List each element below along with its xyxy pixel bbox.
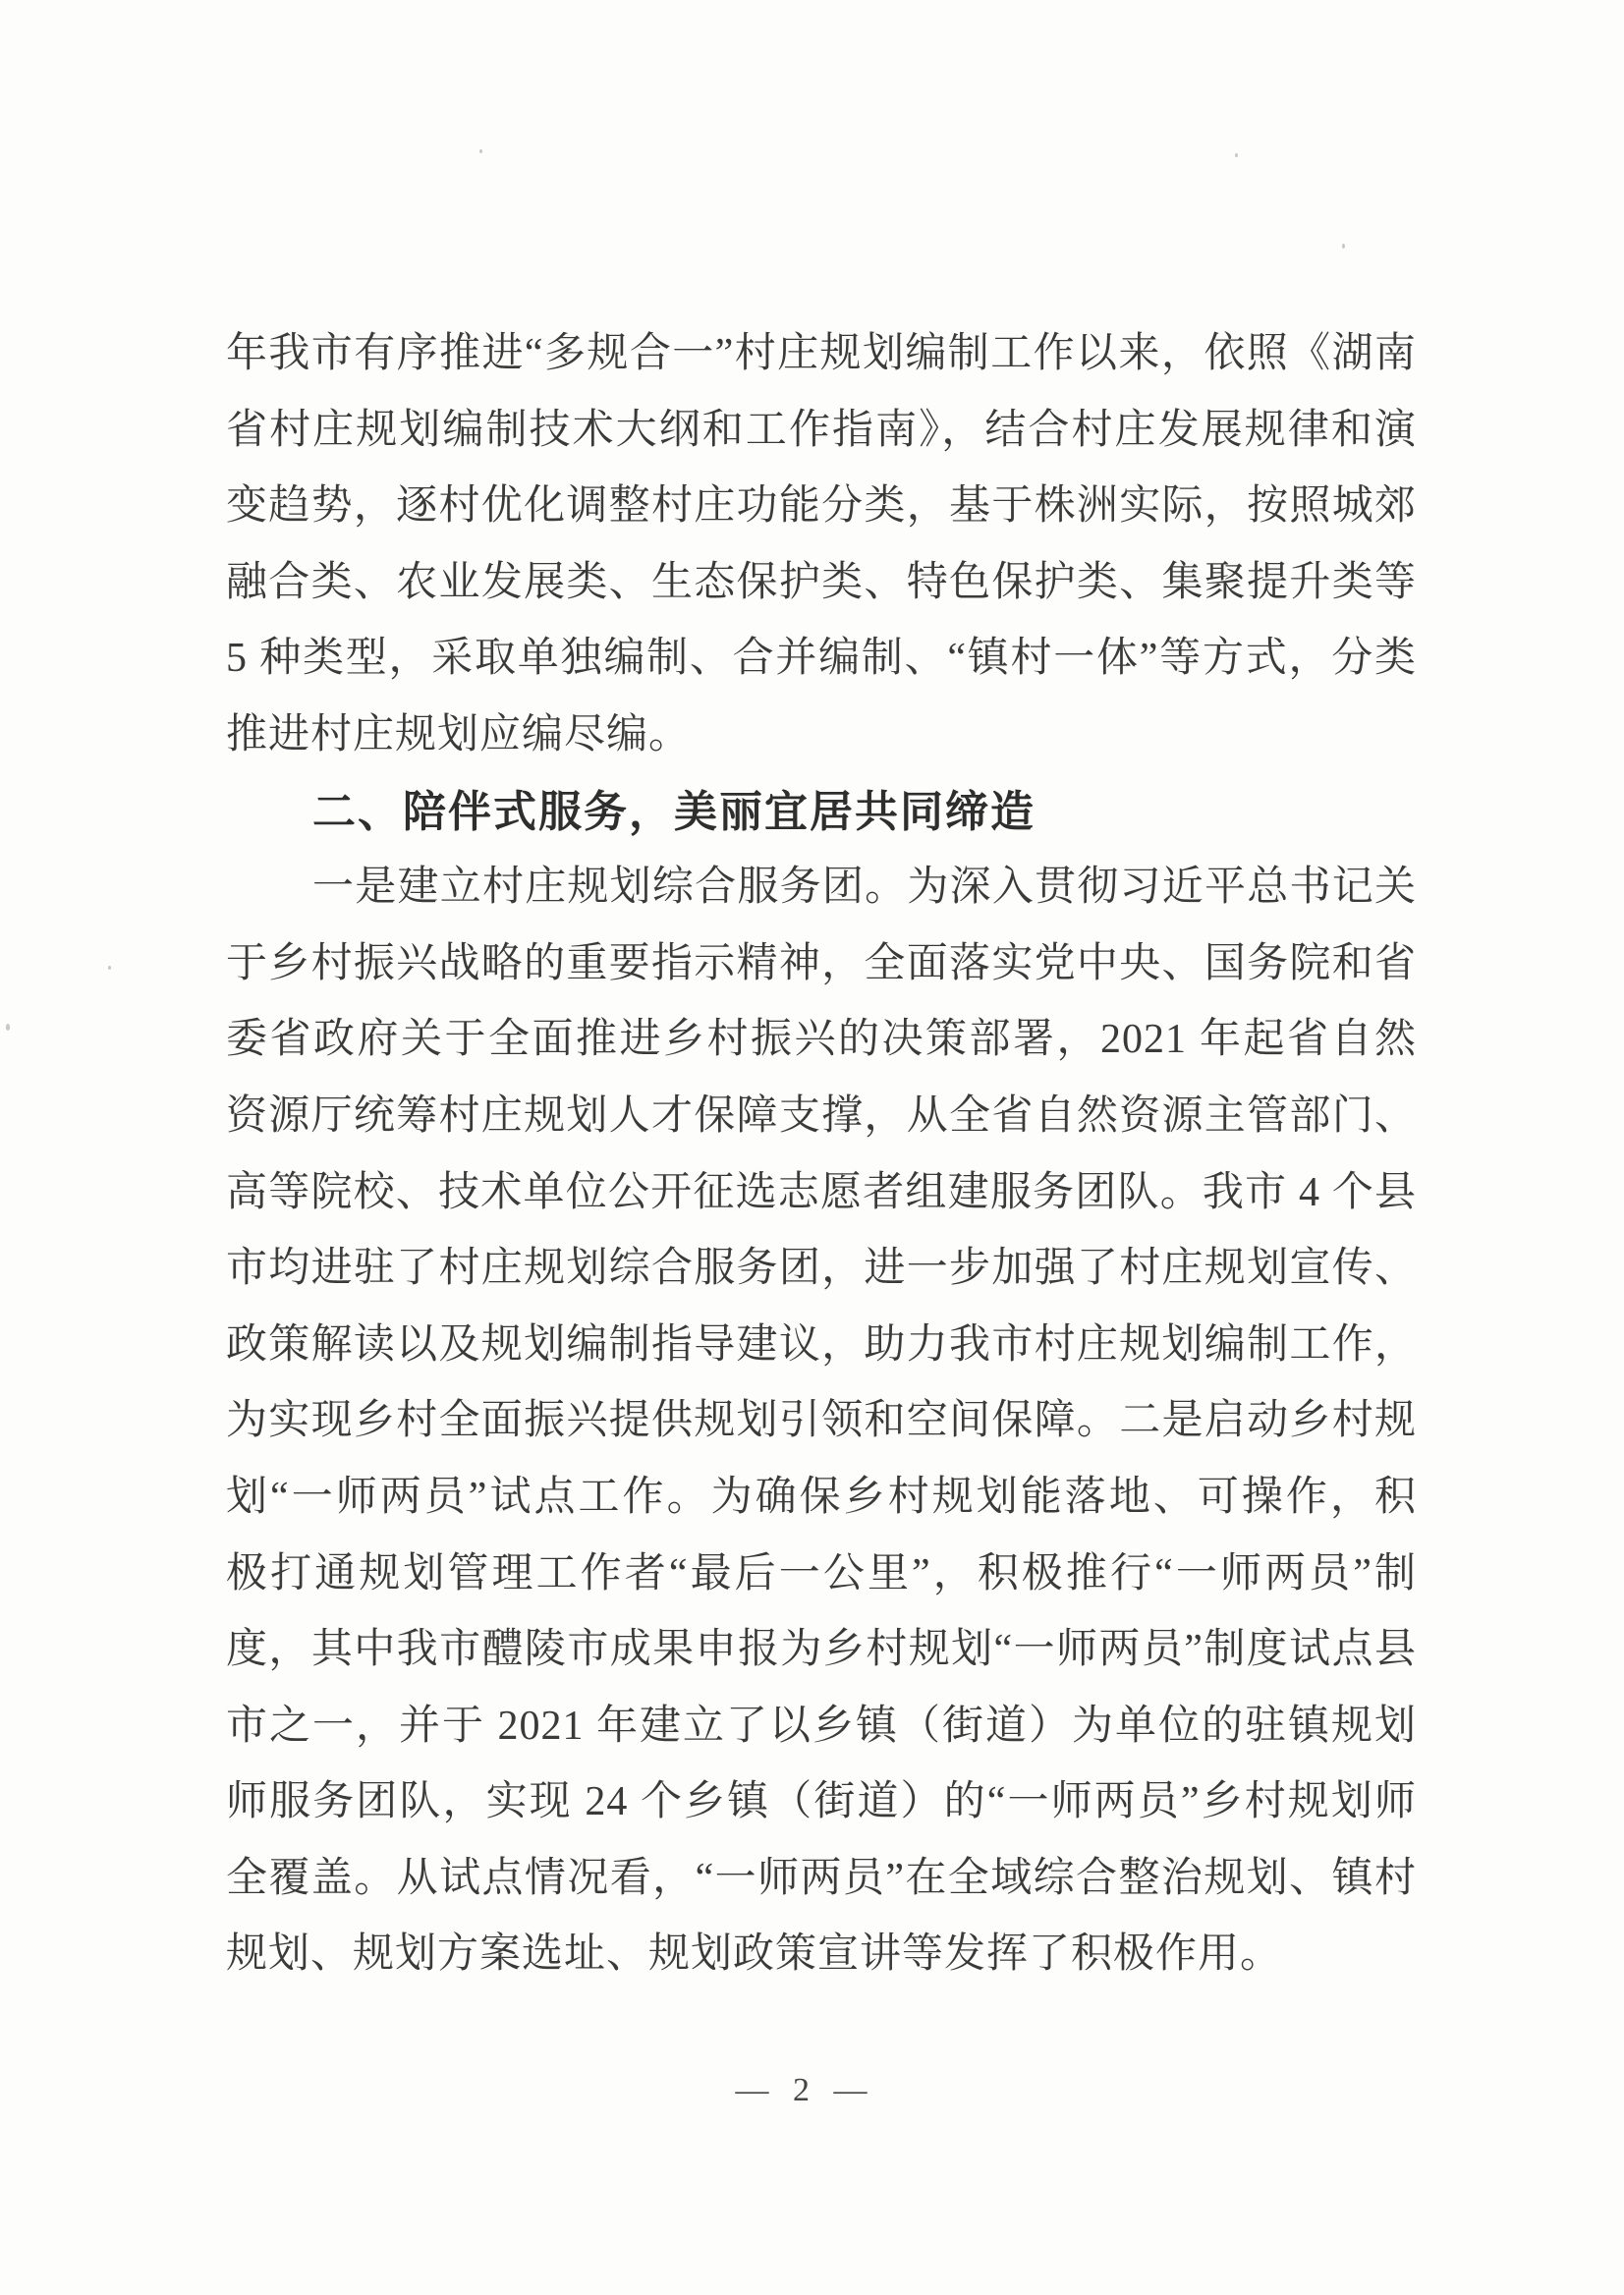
body-line: 高等院校、技术单位公开征选志愿者组建服务团队。我市 4 个县 <box>226 1169 1417 1215</box>
body-line: 资源厅统筹村庄规划人才保障支撑，从全省自然资源主管部门、 <box>226 1092 1417 1139</box>
body-line: 政策解读以及规划编制指导建议，助力我市村庄规划编制工作， <box>226 1321 1417 1368</box>
scan-speck <box>1235 153 1238 157</box>
body-line: 一是建立村庄规划综合服务团。为深入贯彻习近平总书记关 <box>312 865 1417 911</box>
scan-speck <box>1342 244 1345 249</box>
body-line: 省村庄规划编制技术大纲和工作指南》，结合村庄发展规律和演 <box>226 407 1417 453</box>
body-line: 融合类、农业发展类、生态保护类、特色保护类、集聚提升类等 <box>226 559 1417 605</box>
paragraph-1 <box>226 316 1417 774</box>
document-body <box>226 316 1417 1993</box>
body-line: 5 种类型，采取单独编制、合并编制、“镇村一体”等方式，分类 <box>226 636 1417 682</box>
body-line: 全覆盖。从试点情况看，“一师两员”在全域综合整治规划、镇村 <box>226 1855 1417 1901</box>
body-line: 市之一，并于 2021 年建立了以乡镇（街道）为单位的驻镇规划 <box>226 1703 1417 1749</box>
section-heading: 二、陪伴式服务，美丽宜居共同缔造 <box>312 787 1036 836</box>
body-line: 委省政府关于全面推进乡村振兴的决策部署，2021 年起省自然 <box>226 1017 1417 1063</box>
body-line: 年我市有序推进“多规合一”村庄规划编制工作以来，依照《湖南 <box>226 331 1417 376</box>
body-line: 度，其中我市醴陵市成果申报为乡村规划“一师两员”制度试点县 <box>226 1627 1417 1673</box>
body-line: 推进村庄规划应编尽编。 <box>226 711 692 757</box>
body-line: 为实现乡村全面振兴提供规划引领和空间保障。二是启动乡村规 <box>226 1398 1417 1444</box>
body-line: 极打通规划管理工作者“最后一公里”，积极推行“一师两员”制 <box>226 1550 1417 1596</box>
body-line: 划“一师两员”试点工作。为确保乡村规划能落地、可操作，积 <box>226 1474 1417 1520</box>
scan-speck <box>6 1024 10 1031</box>
body-line: 市均进驻了村庄规划综合服务团，进一步加强了村庄规划宣传、 <box>226 1246 1417 1292</box>
body-line: 于乡村振兴战略的重要指示精神，全面落实党中央、国务院和省 <box>226 940 1417 986</box>
paragraph-2 <box>226 850 1417 1993</box>
body-line: 规划、规划方案选址、规划政策宣讲等发挥了积极作用。 <box>226 1931 1283 1978</box>
body-line: 变趋势，逐村优化调整村庄功能分类，基于株洲实际，按照城郊 <box>226 483 1417 530</box>
page-number: — 2 — <box>735 2072 875 2108</box>
scan-speck <box>108 966 111 970</box>
scan-speck <box>479 149 482 153</box>
body-line: 师服务团队，实现 24 个乡镇（街道）的“一师两员”乡村规划师 <box>226 1779 1417 1825</box>
